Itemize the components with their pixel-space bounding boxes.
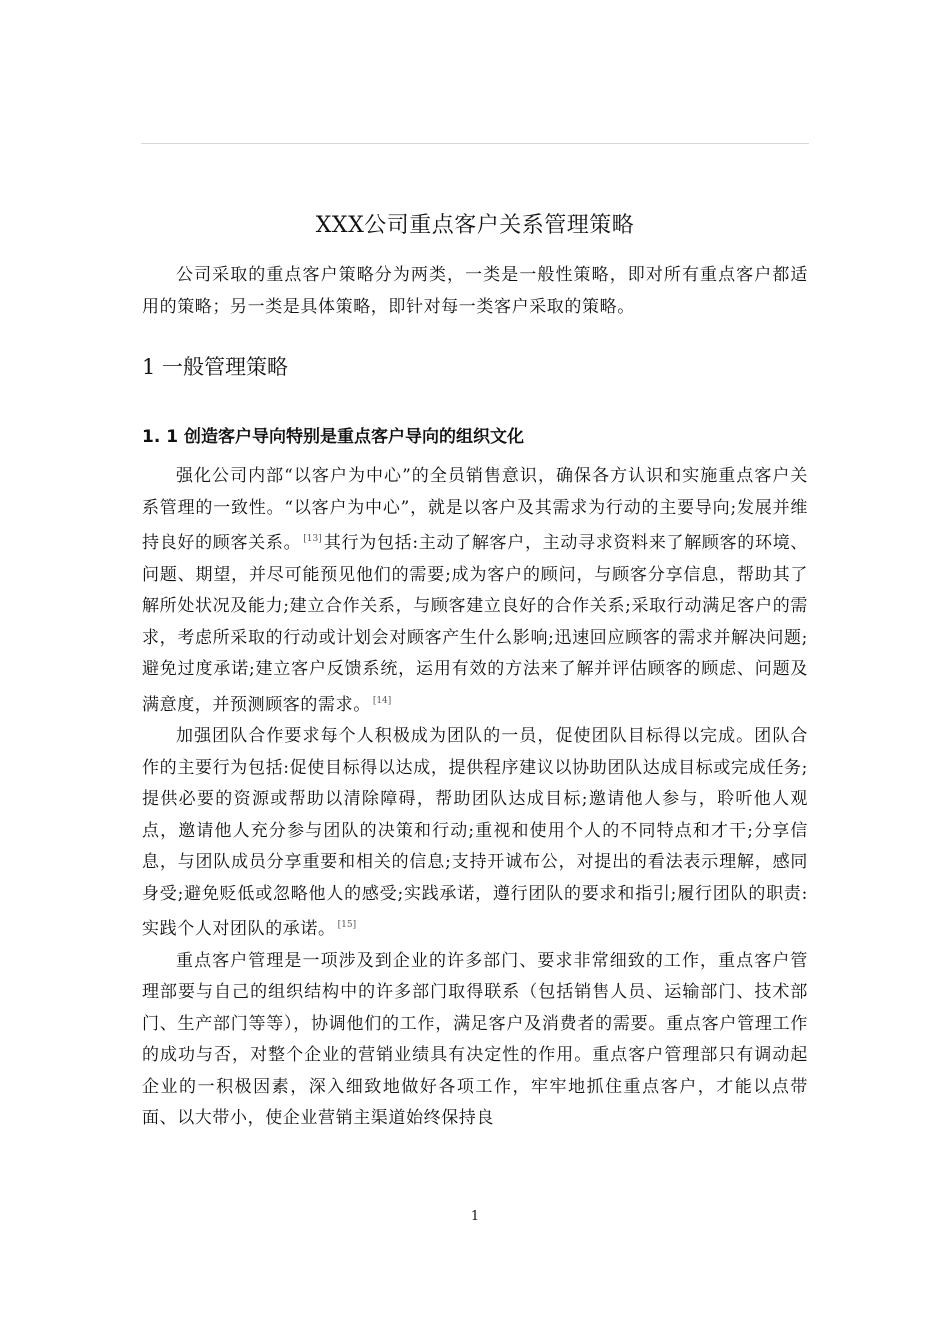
citation-15: [15] [337, 920, 357, 930]
paragraph-text: 其行为包括:主动了解客户，主动寻求资料来了解顾客的环境、问题、期望，并尽可能预见他们的需要;成为客户的顾问，与顾客分享信息，帮助其了解所处状况及能力;建立合作关系，与顾客建立良好的合作关系;采取行动满足客户的需求，考虑所采取的行动或计划会对顾客产生什么影响;迅速回应顾客的需求并解决问题;避免过度承诺;建立客户反馈系统，运用有效的方法来了解并评估顾客的顾虑、问题及满意度，并预测顾客的需求。 [142, 533, 808, 715]
subsection-heading-customer-culture: 1. 1 创造客户导向特别是重点客户导向的组织文化 [142, 427, 524, 447]
paragraph-key-account-management: 重点客户管理是一项涉及到企业的许多部门、要求非常细致的工作，重点客户管理部要与自己的组织结构中的许多部门取得联系（包括销售人员、运输部门、技术部门、生产部门等等），协调他们的工作，满足客户及消费者的需要。重点客户管理工作的成功与否，对整个企业的营销业绩具有决定性的作用。重点客户管理部只有调动起企业的一积极因素，深入细致地做好各项工作，牢牢地抓住重点客户，才能以点带面、以大带小，使企业营销主渠道始终保持良 [142, 950, 808, 1128]
header-rule [141, 143, 809, 144]
paragraph-text: 强化公司内部“以客户为中心”的全员销售意识，确保各方认识和实施重点客户关系管理的一致性。“以客户为中心”，就是以客户及其需求为行动的主要导向;发展并维持良好的顾客关系。 [142, 466, 808, 553]
page-number: 1 [470, 1209, 480, 1224]
paragraph-text: 加强团队合作要求每个人积极成为团队的一员，促使团队目标得以完成。团队合作的主要行为包括:促使目标得以达成，提供程序建议以协助团队达成目标或完成任务;提供必要的资源或帮助以清除障碍，帮助团队达成目标;邀请他人参与，聆听他人观点，邀请他人充分参与团队的决策和行动;重视和使用个人的不同特点和才干;分享信息，与团队成员分享重要和相关的信息;支持开诚布公，对提出的看法表示理解，感同身受;避免贬低或忽略他人的感受;实践承诺，遵行团队的要求和指引;履行团队的职责:实践个人对团队的承诺。 [142, 726, 808, 939]
paragraph-customer-orientation [142, 461, 808, 721]
document-body [142, 206, 808, 1135]
intro-paragraph: 公司采取的重点客户策略分为两类，一类是一般性策略，即对所有重点客户都适用的策略；另一类是具体策略，即针对每一类客户采取的策略。 [142, 265, 808, 317]
document-title: XXX公司重点客户关系管理策略 [315, 213, 635, 238]
section-heading-general-strategy: 1 一般管理策略 [142, 355, 289, 379]
paragraph-teamwork [142, 721, 808, 946]
citation-14: [14] [372, 695, 392, 706]
citation-13: [13] [303, 534, 322, 544]
